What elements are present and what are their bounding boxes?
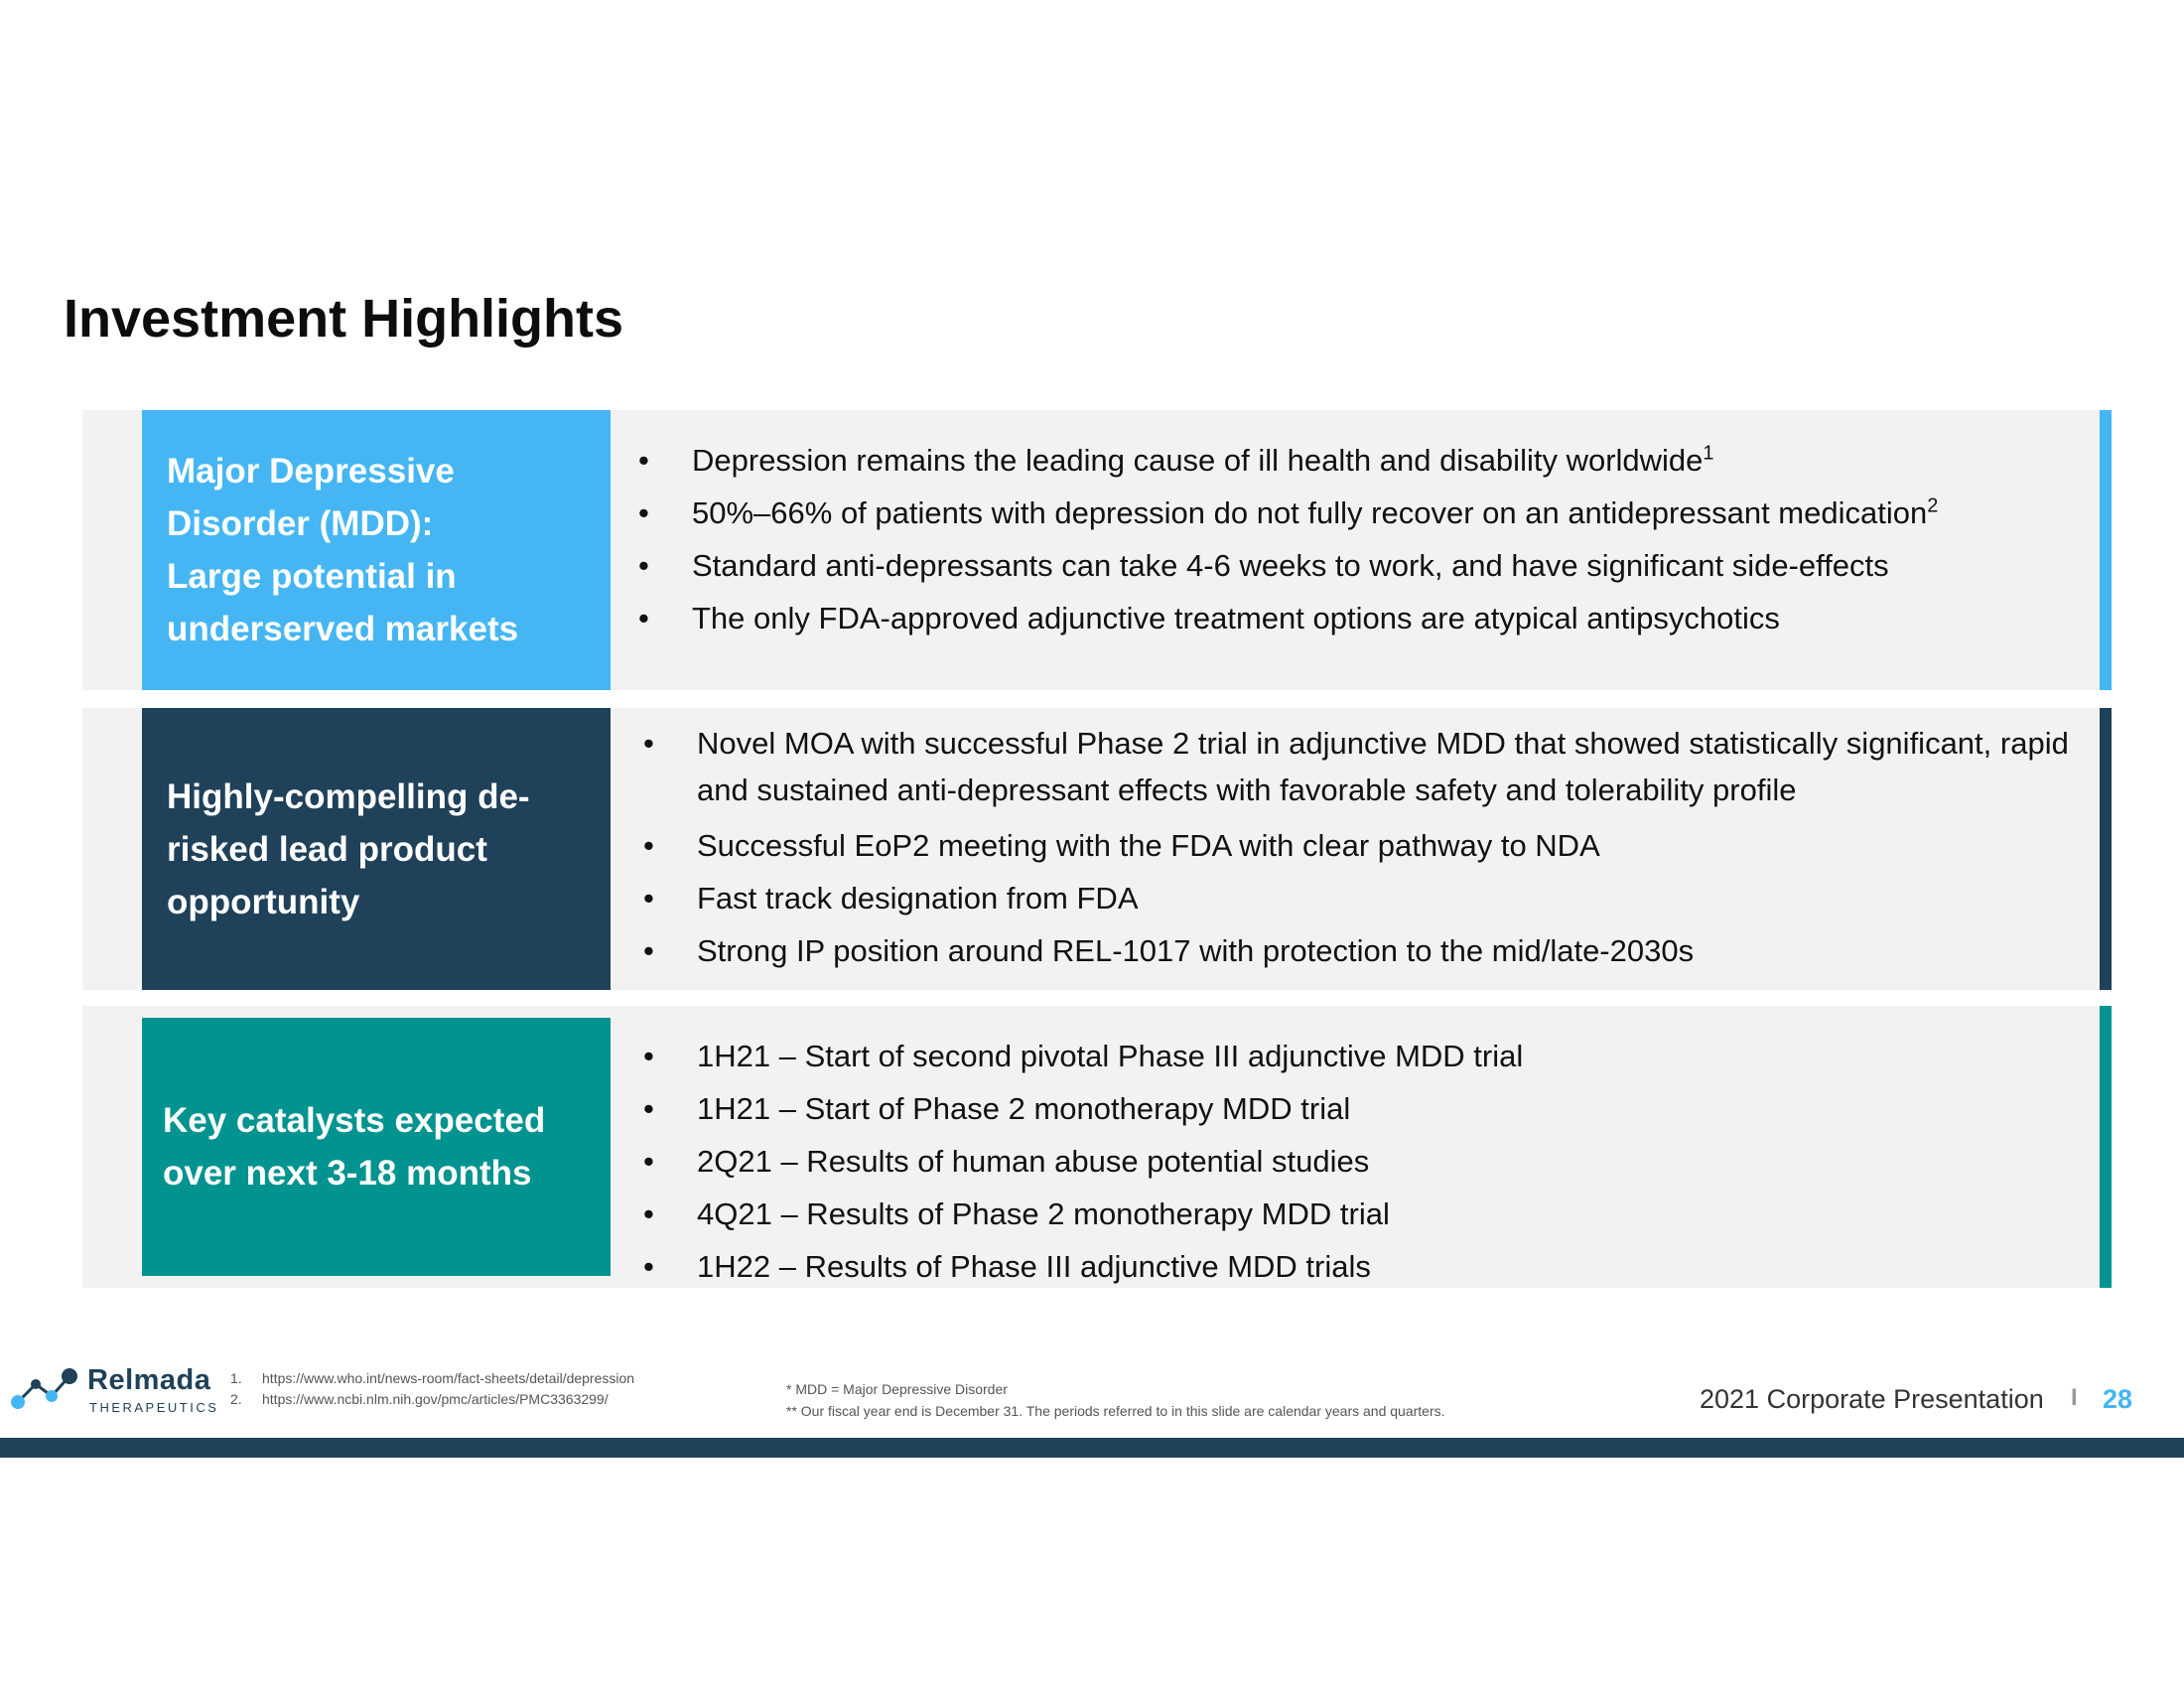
presentation-title: 2021 Corporate Presentation — [1700, 1384, 2044, 1414]
footnote-ref: 2 — [1927, 494, 1939, 517]
accent-bar — [2100, 1006, 2112, 1288]
footer-separator: I — [2071, 1384, 2078, 1411]
reference-item — [230, 1389, 634, 1410]
relmada-molecule-logo-icon — [8, 1366, 83, 1412]
bullet-item — [638, 434, 1938, 487]
logo-name: Relmada — [87, 1364, 211, 1396]
bullet-text: Successful EoP2 meeting with the FDA with clear pathway to NDA — [697, 828, 1600, 863]
section-label — [142, 708, 611, 990]
bullet-text: Novel MOA with successful Phase 2 trial in adjunctive MDD that showed statistically significant, rapid and sustained anti-depressant effects with favorable safety and tolerability profile — [697, 726, 2069, 807]
bullet-item — [643, 720, 2073, 819]
bullet-text: Depression remains the leading cause of ill health and disability worldwide — [692, 443, 1704, 478]
section-label-line: Highly-compelling de- — [167, 776, 530, 816]
bullet-item — [643, 1135, 1523, 1188]
bullet-list — [643, 720, 2073, 977]
bullet-item — [643, 1240, 1523, 1293]
highlight-section-mdd-market — [82, 410, 2112, 690]
section-label-line: risked lead product — [167, 829, 487, 869]
bullet-text: Strong IP position around REL-1017 with protection to the mid/late-2030s — [697, 933, 1695, 968]
bullet-item — [643, 1082, 1523, 1135]
highlight-section-lead-product — [82, 708, 2112, 990]
bullet-text: Fast track designation from FDA — [697, 881, 1139, 915]
footnote-ref: 1 — [1703, 442, 1714, 465]
bottom-brand-bar — [0, 1438, 2184, 1458]
footer — [0, 1350, 2184, 1440]
reference-list — [230, 1368, 634, 1410]
reference-item — [230, 1368, 634, 1389]
highlight-section-catalysts — [82, 1006, 2112, 1288]
section-label — [142, 1018, 611, 1276]
bullet-item — [643, 1188, 1523, 1240]
bullet-item — [643, 1030, 1523, 1082]
reference-url: https://www.who.int/news-room/fact-sheets/detail/depression — [262, 1370, 635, 1386]
footnote-fiscal-year: ** Our fiscal year end is December 31. The periods referred to in this slide are calendar years and quarters. — [786, 1403, 1445, 1419]
bullet-item — [638, 592, 1938, 644]
section-label-line: Large potential in — [167, 557, 457, 596]
footnotes — [786, 1378, 1445, 1422]
bullet-text: 50%–66% of patients with depression do not fully recover on an antidepressant medication — [692, 495, 1928, 530]
page-title: Investment Highlights — [64, 289, 624, 349]
bullet-list — [638, 434, 1938, 644]
section-label — [142, 410, 611, 690]
section-label-line: Key catalysts expected — [163, 1101, 546, 1140]
reference-number: 1. — [230, 1370, 242, 1386]
logo-subtitle: THERAPEUTICS — [89, 1400, 219, 1415]
reference-number: 2. — [230, 1391, 242, 1407]
footnote-mdd: * MDD = Major Depressive Disorder — [786, 1381, 1008, 1397]
bullet-item — [643, 924, 2073, 977]
bullet-list — [643, 1030, 1523, 1293]
bullet-text: Standard anti-depressants can take 4-6 weeks to work, and have significant side-effects — [692, 548, 1889, 583]
bullet-text: 1H21 – Start of second pivotal Phase III adjunctive MDD trial — [697, 1039, 1524, 1073]
reference-url: https://www.ncbi.nlm.nih.gov/pmc/articles/PMC3363299/ — [262, 1391, 609, 1407]
bullet-text: 1H22 – Results of Phase III adjunctive MDD trials — [697, 1249, 1371, 1284]
section-label-line: Disorder (MDD): — [167, 504, 434, 543]
bullet-text: 4Q21 – Results of Phase 2 monotherapy MDD trial — [697, 1196, 1390, 1231]
bullet-item — [643, 819, 2073, 872]
bullet-text: 1H21 – Start of Phase 2 monotherapy MDD trial — [697, 1091, 1351, 1126]
section-label-line: Major Depressive — [167, 452, 455, 491]
accent-bar — [2100, 410, 2112, 690]
section-label-line: opportunity — [167, 882, 360, 921]
section-label-line: over next 3-18 months — [163, 1154, 532, 1193]
company-logo — [8, 1358, 219, 1428]
section-label-line: underserved markets — [167, 610, 519, 648]
bullet-item — [643, 872, 2073, 924]
bullet-item — [638, 539, 1938, 592]
bullet-text: The only FDA-approved adjunctive treatment options are atypical antipsychotics — [692, 601, 1780, 635]
bullet-text: 2Q21 – Results of human abuse potential studies — [697, 1144, 1370, 1179]
bullet-item — [638, 487, 1938, 539]
page-number: 28 — [2103, 1384, 2133, 1414]
accent-bar — [2100, 708, 2112, 990]
